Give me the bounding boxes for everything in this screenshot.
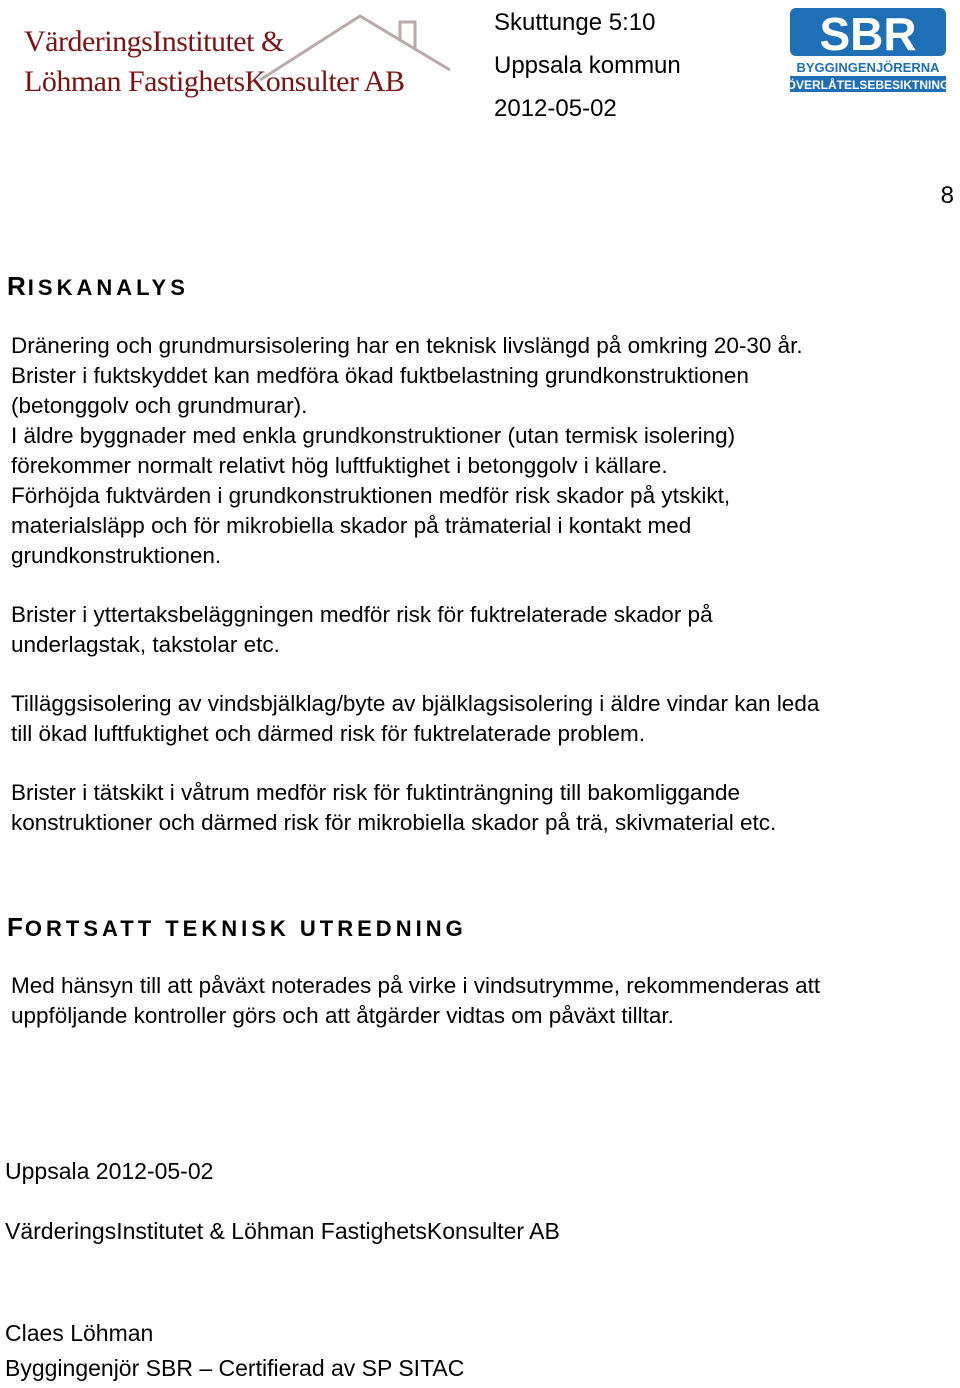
risk-line: Tilläggsisolering av vindsbjälklag/byte av bjälklagsisolering i äldre vindar kan leda bbox=[11, 691, 820, 716]
signature-title: Byggingenjör SBR – Certifierad av SP SITAC bbox=[5, 1355, 465, 1381]
sbr-logo bbox=[790, 6, 946, 97]
header-date: 2012-05-02 bbox=[494, 95, 617, 122]
risk-line: I äldre byggnader med enkla grundkonstruktioner (utan termisk isolering) bbox=[11, 423, 736, 448]
municipality: Uppsala kommun bbox=[494, 52, 681, 79]
sbr-logo-graphic bbox=[790, 6, 946, 92]
risk-line: förekommer normalt relativt hög luftfuktighet i betonggolv i källare. bbox=[11, 453, 668, 478]
further-line: Med hänsyn till att påväxt noterades på virke i vindsutrymme, rekommenderas att bbox=[11, 973, 821, 998]
risk-line: (betonggolv och grundmurar). bbox=[11, 393, 308, 418]
heading-riskanalys bbox=[7, 271, 189, 302]
risk-line: Brister i tätskikt i våtrum medför risk för fuktinträngning till bakomliggande bbox=[11, 780, 741, 805]
further-line: uppföljande kontroller görs och att åtgärder vidtas om påväxt tilltar. bbox=[11, 1003, 674, 1028]
risk-line: grundkonstruktionen. bbox=[11, 543, 222, 568]
house-roof-icon bbox=[250, 10, 460, 110]
heading-fortsatt-utredning bbox=[7, 912, 467, 943]
sbr-logo-text-1: BYGGINGENJÖRERNA bbox=[796, 60, 940, 75]
risk-line: till ökad luftfuktighet och därmed risk för fuktrelaterade problem. bbox=[11, 721, 646, 746]
sbr-logo-text-2: ÖVERLÅTELSEBESIKTNING bbox=[790, 78, 946, 92]
risk-line: konstruktioner och därmed risk för mikrobiella skador på trä, skivmaterial etc. bbox=[11, 810, 777, 835]
heading-riskanalys-rest: ISKANALYS bbox=[27, 275, 189, 300]
signature-company: VärderingsInstitutet & Löhman FastighetsKonsulter AB bbox=[5, 1218, 560, 1244]
property-designation: Skuttunge 5:10 bbox=[494, 9, 656, 36]
logo-line-2: Löhman FastighetsKonsulter AB bbox=[24, 65, 405, 98]
signature-place-date: Uppsala 2012-05-02 bbox=[5, 1158, 214, 1184]
heading-fortsatt-rest: ORTSATT TEKNISK UTREDNING bbox=[24, 916, 467, 941]
page-number: 8 bbox=[940, 182, 954, 209]
heading-fortsatt-cap: F bbox=[7, 912, 25, 942]
signature-name: Claes Löhman bbox=[5, 1320, 154, 1346]
risk-line: Dränering och grundmursisolering har en teknisk livslängd på omkring 20-30 år. bbox=[11, 333, 803, 358]
sbr-letters: SBR bbox=[819, 8, 917, 60]
logo-line-1: VärderingsInstitutet & bbox=[24, 25, 284, 58]
risk-line: Förhöjda fuktvärden i grundkonstruktionen medför risk skador på ytskikt, bbox=[11, 483, 731, 508]
risk-line: materialsläpp och för mikrobiella skador på trämaterial i kontakt med bbox=[11, 513, 692, 538]
risk-line: underlagstak, takstolar etc. bbox=[11, 632, 280, 657]
risk-line: Brister i yttertaksbeläggningen medför risk för fuktrelaterade skador på bbox=[11, 602, 713, 627]
risk-line: Brister i fuktskyddet kan medföra ökad fuktbelastning grundkonstruktionen bbox=[11, 363, 749, 388]
heading-riskanalys-cap: R bbox=[7, 271, 28, 301]
